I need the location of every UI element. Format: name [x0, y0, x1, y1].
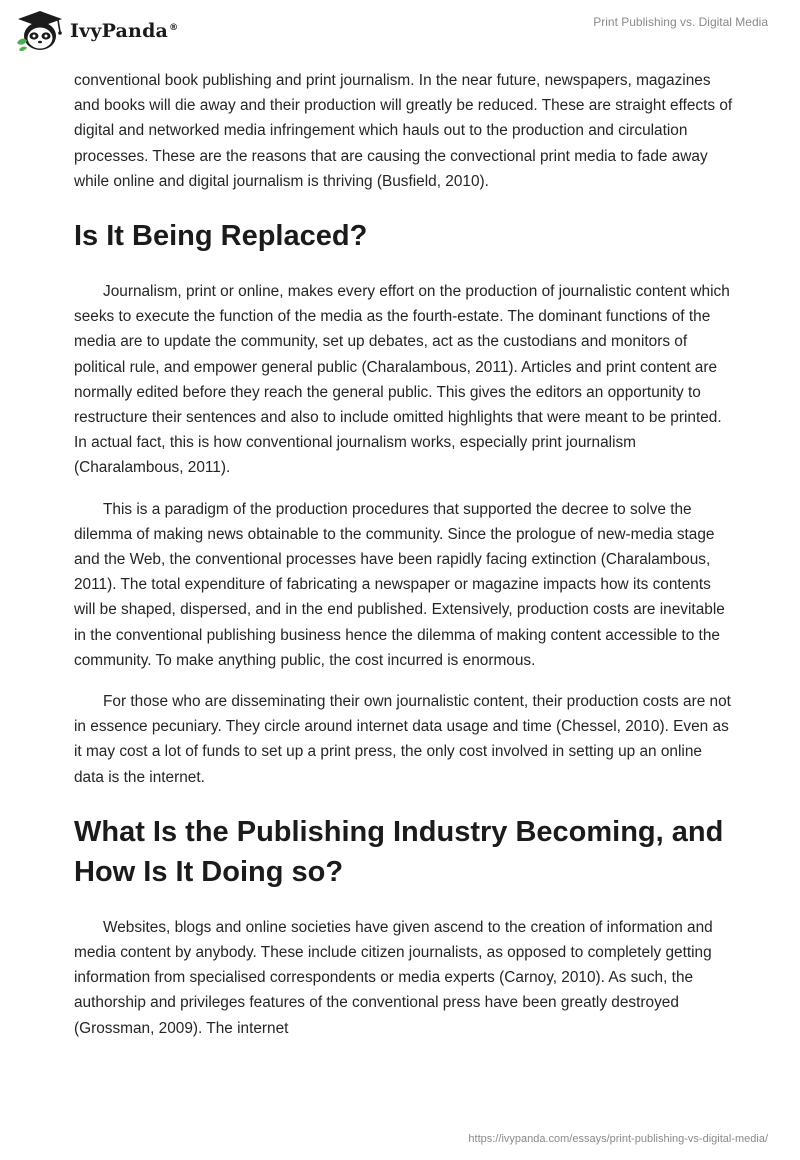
paragraph-intro: conventional book publishing and print journalism. In the near future, newspapers, magazines and books will die away and their production will greatly be reduced. These are straight effects of digital and networked media infringement which hauls out to the production and circulation processes. These are the reasons that are causing the convectional print media to fade away while online and digital journalism is thriving (Busfield, 2010).: [74, 72, 733, 190]
paragraph: For those who are disseminating their own journalistic content, their production costs are not in essence pecuniary. They circle around internet data usage and time (Chessel, 2010). Even as it may cost a lot of funds to set up a print press, the only cost involved in setting up an online data is the internet.: [74, 693, 731, 786]
registered-mark: ®: [169, 22, 179, 33]
paragraph: Websites, blogs and online societies have given ascend to the creation of information and media content by anybody. These include citizen journalists, as opposed to completely getting information from specialised correspondents or media experts (Carnoy, 2010). As such, the authorship and privileges features of the conventional press have been greatly destroyed (Grossman, 2009). The internet: [74, 918, 713, 1037]
paragraph: Journalism, print or online, makes every effort on the production of journalistic content which seeks to execute the function of the media as the fourth-estate. The dominant functions of the media are to update the community, set up debates, act as the custodians and monitors of political rule, and empower general public (Charalambous, 2011). Articles and print content are normally edited before they reach the general public. This gives the editors an opportunity to restructure their sentences and also to include omitted highlights that were meant to be printed. In actual fact, this is how conventional journalism works, especially print journalism (Charalambous, 2011).: [74, 283, 730, 477]
source-url[interactable]: https://ivypanda.com/essays/print-publishing-vs-digital-media/: [468, 1133, 768, 1145]
brand-logo[interactable]: [14, 10, 178, 52]
panda-graduate-icon: [14, 10, 66, 52]
section-heading-industry: What Is the Publishing Industry Becoming, and How Is It Doing so?: [74, 815, 724, 888]
section-heading-replaced: Is It Being Replaced?: [74, 220, 368, 253]
document-title: Print Publishing vs. Digital Media: [593, 15, 768, 29]
brand-name: IvyPanda®: [70, 20, 179, 42]
article-body: [74, 68, 734, 1041]
paragraph: This is a paradigm of the production procedures that supported the decree to solve the dilemma of making news obtainable to the community. Since the prologue of new-media stage and the Web, the conventional processes have been rapidly facing extinction (Charalambous, 2011). The total expenditure of fabricating a newspaper or magazine impacts how its contents will be shaped, dispersed, and in the end published. Extensively, production costs are inevitable in the conventional publishing business hence the dilemma of making content accessible to the community. To make anything public, the cost incurred is enormous.: [74, 500, 725, 669]
page-header: [0, 0, 800, 62]
